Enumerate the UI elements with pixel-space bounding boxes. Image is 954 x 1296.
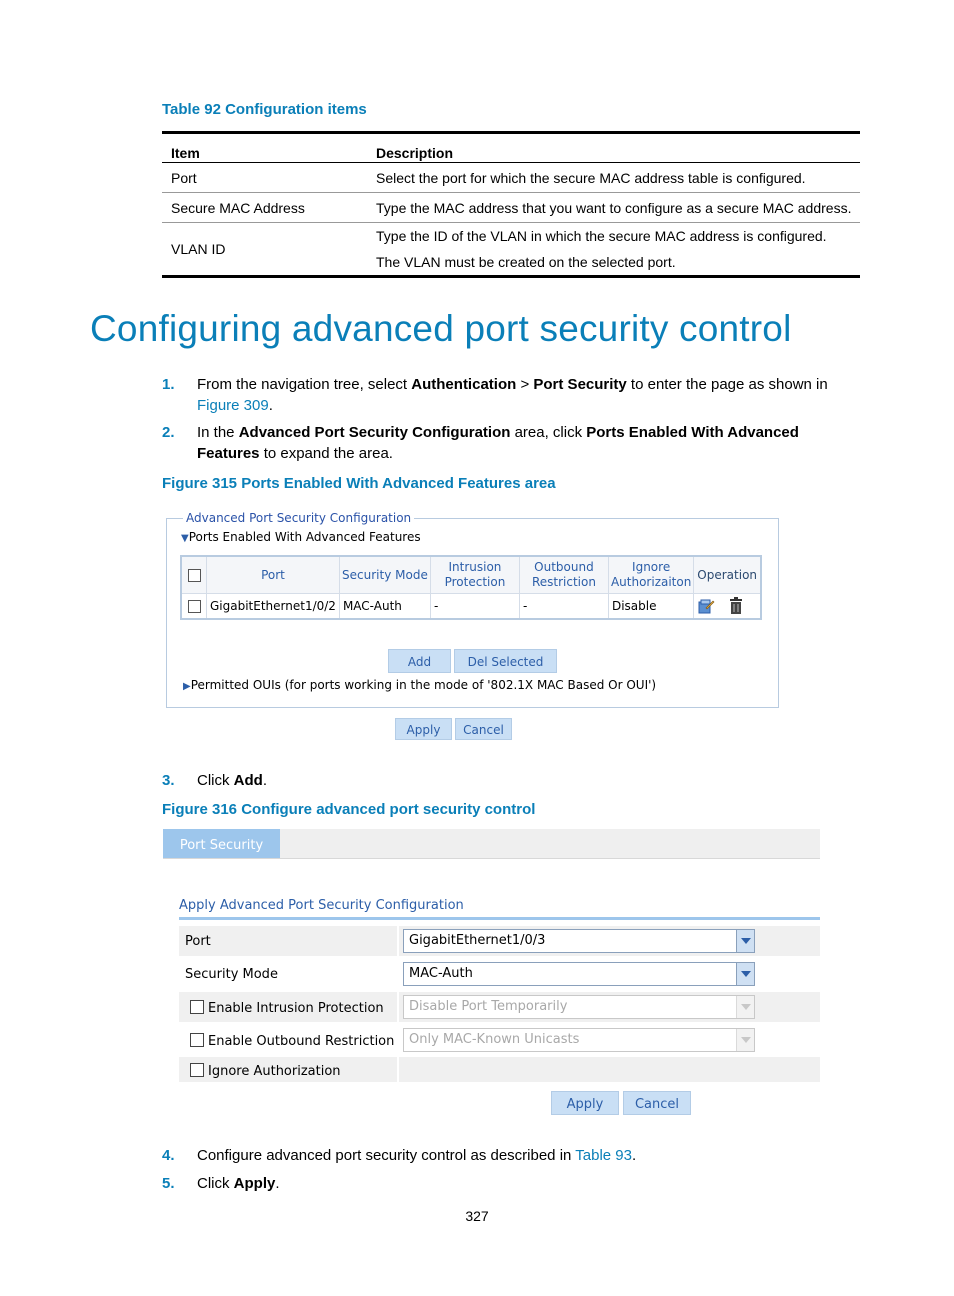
step-number: 2. — [162, 424, 175, 441]
intrusion-row — [179, 992, 820, 1022]
select-all-checkbox[interactable] — [188, 569, 201, 582]
section-divider — [179, 917, 820, 920]
triangle-down-icon: ▼ — [181, 533, 189, 544]
mode-cell: MAC-Auth — [339, 594, 430, 620]
outbound-row — [179, 1025, 820, 1055]
col-intrusion: Intrusion Protection — [430, 556, 519, 594]
step-number: 3. — [162, 772, 175, 789]
chevron-down-icon — [736, 930, 754, 952]
item-cell: Secure MAC Address — [162, 193, 367, 223]
step-text: Click Add. — [197, 772, 268, 789]
apply-button[interactable]: Apply — [551, 1091, 619, 1115]
figure-315-caption: Figure 315 Ports Enabled With Advanced Features area — [162, 475, 556, 492]
outbound-checkbox — [190, 1033, 204, 1047]
row-checkbox-cell — [181, 594, 207, 620]
item-cell: Port — [162, 163, 367, 193]
apply-button[interactable]: Apply — [395, 718, 452, 740]
edit-icon[interactable] — [697, 597, 715, 615]
intrusion-checkbox-label[interactable]: Enable Intrusion Protection — [190, 1000, 384, 1016]
table-row — [162, 163, 860, 193]
figure-316-caption: Figure 316 Configure advanced port security control — [162, 801, 536, 818]
chevron-down-icon — [736, 1029, 754, 1051]
intrusion-cell: - — [430, 594, 519, 620]
port-select[interactable]: GigabitEthernet1/0/3 — [403, 929, 755, 953]
ignore-cell: Disable — [608, 594, 693, 620]
frame-legend: Advanced Port Security Configuration — [183, 511, 414, 525]
cancel-button[interactable]: Cancel — [455, 718, 512, 740]
ignore-checkbox-label[interactable]: Ignore Authorization — [190, 1063, 341, 1079]
step-number: 1. — [162, 376, 175, 393]
step-number: 4. — [162, 1147, 175, 1164]
delete-icon[interactable] — [729, 597, 743, 615]
intrusion-select: Disable Port Temporarily — [403, 995, 755, 1019]
chevron-down-icon — [736, 996, 754, 1018]
ignore-checkbox — [190, 1063, 204, 1077]
item-cell: VLAN ID — [162, 223, 367, 277]
step-number: 5. — [162, 1175, 175, 1192]
ignore-row — [179, 1057, 820, 1082]
table-caption: Table 92 Configuration items — [162, 101, 367, 118]
column-header-description: Description — [367, 133, 860, 163]
intrusion-checkbox — [190, 1000, 204, 1014]
section-title: Apply Advanced Port Security Configuration — [179, 898, 464, 913]
del-selected-button[interactable]: Del Selected — [454, 649, 557, 673]
port-label: Port — [185, 934, 211, 949]
outbound-cell: - — [519, 594, 608, 620]
table-93-link[interactable]: Table 93 — [575, 1147, 632, 1164]
configuration-items-table — [162, 131, 860, 278]
step-text: Configure advanced port security control as described in Table 93. — [197, 1147, 637, 1164]
table-row — [162, 223, 860, 277]
column-header-item: Item — [162, 133, 367, 163]
figure-309-link[interactable]: Figure 309 — [197, 397, 269, 414]
table-row — [162, 193, 860, 223]
ports-table — [180, 555, 762, 620]
outbound-select: Only MAC-Known Unicasts — [403, 1028, 755, 1052]
page-title: Configuring advanced port security control — [90, 308, 792, 349]
table-row — [181, 594, 761, 620]
triangle-right-icon: ▶ — [183, 681, 191, 692]
col-security-mode: Security Mode — [339, 556, 430, 594]
col-ignore: Ignore Authorizaiton — [608, 556, 693, 594]
tab-port-security[interactable]: Port Security — [163, 829, 280, 858]
step-text: Click Apply. — [197, 1175, 280, 1192]
chevron-down-icon — [736, 963, 754, 985]
cancel-button[interactable]: Cancel — [623, 1091, 691, 1115]
page-number: 327 — [465, 1208, 489, 1224]
description-cell: Type the MAC address that you want to configure as a secure MAC address. — [367, 193, 860, 223]
col-operation: Operation — [694, 556, 761, 594]
security-mode-select[interactable]: MAC-Auth — [403, 962, 755, 986]
step-text: From the navigation tree, select Authentication > Port Security to enter the page as shown in Figure 309. — [197, 376, 828, 414]
ports-enabled-toggle[interactable]: ▼Ports Enabled With Advanced Features — [181, 530, 421, 544]
add-button[interactable]: Add — [388, 649, 451, 673]
description-cell: Type the ID of the VLAN in which the secure MAC address is configured. The VLAN must be created on the selected port. — [367, 223, 860, 277]
col-outbound: Outbound Restriction — [519, 556, 608, 594]
permitted-ouis-toggle[interactable]: ▶Permitted OUIs (for ports working in the mode of '802.1X MAC Based Or OUI') — [183, 678, 657, 692]
outbound-checkbox-label[interactable]: Enable Outbound Restriction — [190, 1033, 394, 1049]
step-text: In the Advanced Port Security Configuration area, click Ports Enabled With Advanced Features to expand the area. — [197, 424, 799, 462]
port-row — [179, 926, 820, 956]
security-mode-row — [179, 959, 820, 989]
security-mode-label: Security Mode — [185, 967, 278, 982]
description-cell: Select the port for which the secure MAC address table is configured. — [367, 163, 860, 193]
select-all-header — [181, 556, 207, 594]
col-port: Port — [207, 556, 340, 594]
row-checkbox[interactable] — [188, 600, 201, 613]
operation-cell — [694, 594, 761, 620]
port-cell: GigabitEthernet1/0/2 — [207, 594, 340, 620]
